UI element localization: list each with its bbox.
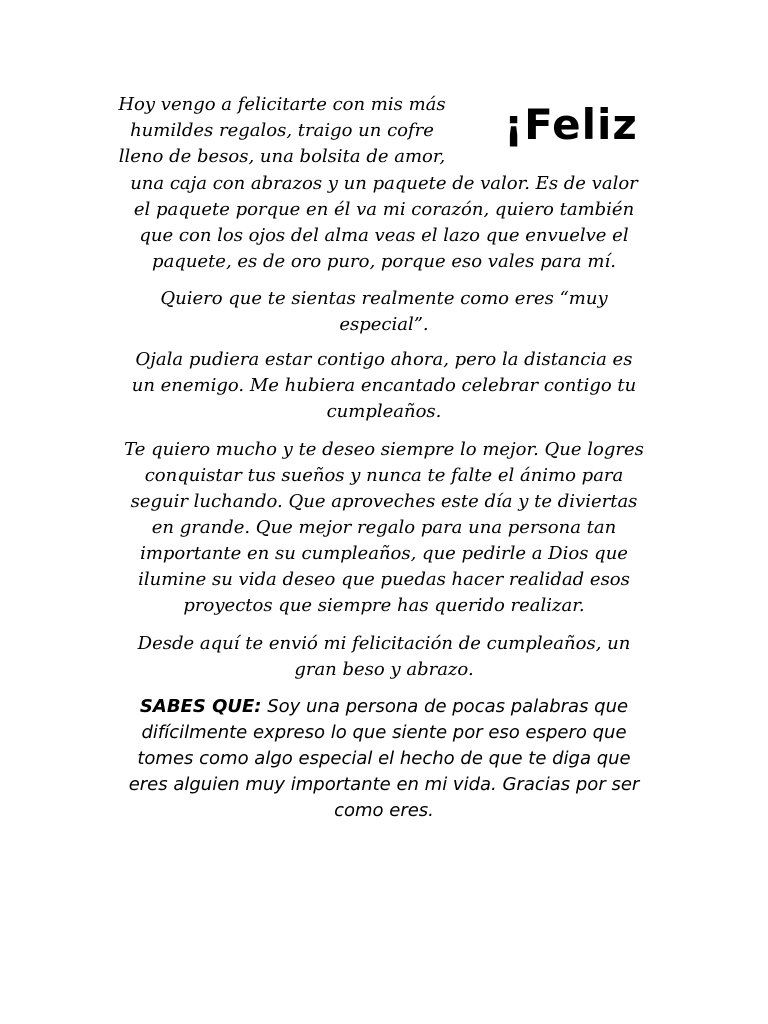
paragraph-distance — [100, 347, 668, 425]
text-line: Te quiero mucho y te deseo siempre lo mejor. Que logres — [124, 439, 644, 460]
text-line: difícilmente expreso lo que siente por eso espero que — [141, 722, 627, 743]
text-line: seguir luchando. Que aproveches este día y te diviertas — [130, 491, 638, 512]
text-line: una caja con abrazos y un paquete de valor. Es de valor — [130, 173, 638, 194]
text-line: humildes regalos, traigo un cofre — [130, 120, 434, 141]
text-line: proyectos que siempre has querido realizar. — [183, 595, 585, 616]
text-line: como eres. — [334, 800, 434, 821]
text-line — [100, 694, 668, 720]
paragraph-closing — [100, 694, 668, 824]
text-line: eres alguien muy importante en mi vida. Gracias por ser — [128, 774, 640, 795]
paragraph-wishes — [100, 437, 668, 619]
text-line: un enemigo. Me hubiera encantado celebrar contigo tu — [131, 375, 637, 396]
intro-paragraph-top — [100, 92, 464, 170]
text-line: Ojala pudiera estar contigo ahora, pero la distancia es — [135, 349, 633, 370]
text-line: lleno de besos, una bolsita de amor, — [118, 146, 446, 167]
text-line: Quiero que te sientas realmente como eres “muy — [160, 288, 608, 309]
closing-first-line: Soy una persona de pocas palabras que — [261, 696, 629, 717]
text-line: gran beso y abrazo. — [294, 659, 474, 680]
closing-label: SABES QUE: — [139, 696, 262, 717]
page-heading: ¡Feliz — [504, 100, 638, 149]
text-line: cumpleaños. — [326, 401, 442, 422]
paragraph-special — [100, 286, 668, 338]
text-line: en grande. Que mejor regalo para una persona tan — [151, 517, 617, 538]
text-line: especial”. — [339, 314, 429, 335]
paragraph-greeting — [100, 631, 668, 683]
text-line: Desde aquí te envió mi felicitación de cumpleaños, un — [137, 633, 631, 654]
text-line: Hoy vengo a felicitarte con mis más — [118, 94, 446, 115]
text-line: importante en su cumpleaños, que pedirle a Dios que — [140, 543, 628, 564]
text-line: el paquete porque en él va mi corazón, quiero también — [133, 199, 635, 220]
text-line: tomes como algo especial el hecho de que te diga que — [137, 748, 631, 769]
text-line: que con los ojos del alma veas el lazo que envuelve el — [139, 225, 629, 246]
intro-paragraph-rest — [100, 171, 668, 275]
text-line: ilumine su vida deseo que puedas hacer realidad esos — [138, 569, 630, 590]
text-line: paquete, es de oro puro, porque eso vales para mí. — [152, 251, 616, 272]
text-line: conquistar tus sueños y nunca te falte el ánimo para — [144, 465, 624, 486]
